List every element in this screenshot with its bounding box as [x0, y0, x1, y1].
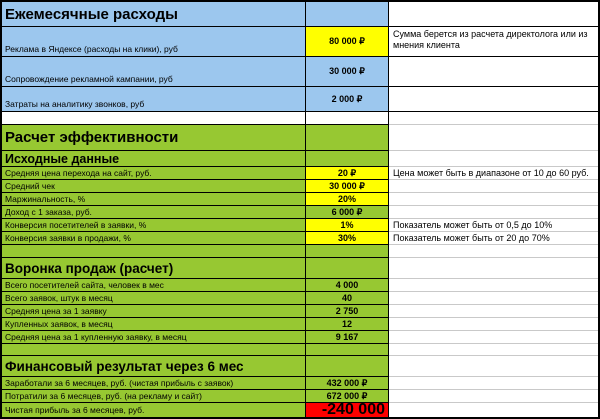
- input-note-cell[interactable]: Показатель может быть от 20 до 70%: [389, 232, 598, 245]
- input-note-cell[interactable]: Показатель может быть от 0,5 до 10%: [389, 219, 598, 232]
- empty-value-cell[interactable]: [306, 151, 389, 167]
- net-profit-value-cell[interactable]: -240 000: [306, 403, 389, 417]
- empty-note-cell[interactable]: [389, 318, 598, 331]
- empty-cell[interactable]: [389, 112, 598, 125]
- expense-label-cell[interactable]: Реклама в Яндексе (расходы на клики), руб: [2, 27, 306, 57]
- input-label-cell[interactable]: Средний чек: [2, 180, 306, 193]
- funnel-subsection-title[interactable]: Воронка продаж (расчет): [2, 258, 306, 279]
- expense-row-campaign-support: [2, 57, 598, 87]
- input-row-visitor-conversion: [2, 219, 598, 232]
- input-label-cell[interactable]: Маржинальность, %: [2, 193, 306, 206]
- empty-note-cell[interactable]: [389, 356, 598, 377]
- input-row-margin: [2, 193, 598, 206]
- empty-value-cell[interactable]: [306, 356, 389, 377]
- expense-value-cell[interactable]: 30 000 ₽: [306, 57, 389, 87]
- expense-label-cell[interactable]: Сопровождение рекламной кампании, руб: [2, 57, 306, 87]
- empty-note-cell[interactable]: [389, 331, 598, 344]
- result-row-earned: [2, 377, 598, 390]
- input-value-cell[interactable]: 30%: [306, 232, 389, 245]
- empty-note-cell[interactable]: [389, 403, 598, 417]
- input-label-cell[interactable]: Конверсия посетителей в заявки, %: [2, 219, 306, 232]
- result-value-cell[interactable]: 432 000 ₽: [306, 377, 389, 390]
- funnel-row-total-visitors: [2, 279, 598, 292]
- funnel-row-purchased-leads: [2, 318, 598, 331]
- result-label-cell[interactable]: Заработали за 6 месяцев, руб. (чистая прибыль с заявок): [2, 377, 306, 390]
- result-label-cell[interactable]: Потратили за 6 месяцев, руб. (на рекламу и сайт): [2, 390, 306, 403]
- result-row-spent: [2, 390, 598, 403]
- empty-cell[interactable]: [306, 112, 389, 125]
- empty-cell[interactable]: [306, 344, 389, 356]
- funnel-value-cell[interactable]: 2 750: [306, 305, 389, 318]
- funnel-row-total-leads: [2, 292, 598, 305]
- funnel-label-cell[interactable]: Всего посетителей сайта, человек в мес: [2, 279, 306, 292]
- input-value-cell[interactable]: 20%: [306, 193, 389, 206]
- empty-note-cell[interactable]: [389, 390, 598, 403]
- result-header-row: [2, 356, 598, 377]
- empty-note-cell[interactable]: [389, 377, 598, 390]
- funnel-value-cell[interactable]: 12: [306, 318, 389, 331]
- input-row-avg-check: [2, 180, 598, 193]
- empty-cell[interactable]: [2, 344, 306, 356]
- input-value-cell[interactable]: 6 000 ₽: [306, 206, 389, 219]
- funnel-header-row: [2, 258, 598, 279]
- funnel-label-cell[interactable]: Всего заявок, штук в месяц: [2, 292, 306, 305]
- inputs-subheader-row: [2, 151, 598, 167]
- spacer-row: [2, 245, 598, 258]
- net-profit-label-cell[interactable]: Чистая прибыль за 6 месяцев, руб.: [2, 403, 306, 417]
- empty-cell[interactable]: [389, 344, 598, 356]
- input-value-cell[interactable]: 30 000 ₽: [306, 180, 389, 193]
- funnel-label-cell[interactable]: Средняя цена за 1 заявку: [2, 305, 306, 318]
- expense-label-cell[interactable]: Затраты на аналитику звонков, руб: [2, 87, 306, 112]
- empty-note-cell[interactable]: [389, 125, 598, 151]
- expense-note-cell[interactable]: [389, 57, 598, 87]
- empty-note-cell[interactable]: [389, 279, 598, 292]
- input-note-cell[interactable]: [389, 193, 598, 206]
- empty-note-cell[interactable]: [389, 151, 598, 167]
- expense-value-cell[interactable]: 80 000 ₽: [306, 27, 389, 57]
- input-label-cell[interactable]: Доход с 1 заказа, руб.: [2, 206, 306, 219]
- result-value-cell[interactable]: 672 000 ₽: [306, 390, 389, 403]
- result-subsection-title[interactable]: Финансовый результат через 6 мес: [2, 356, 306, 377]
- funnel-row-cost-per-lead: [2, 305, 598, 318]
- input-note-cell[interactable]: [389, 180, 598, 193]
- input-row-click-price: [2, 167, 598, 180]
- empty-note-cell[interactable]: [389, 292, 598, 305]
- expenses-section-title[interactable]: Ежемесячные расходы: [2, 2, 306, 27]
- efficiency-header-row: [2, 125, 598, 151]
- efficiency-section-title[interactable]: Расчет эффективности: [2, 125, 306, 151]
- result-row-net-profit: [2, 403, 598, 417]
- empty-note-cell[interactable]: [389, 305, 598, 318]
- empty-cell[interactable]: [2, 112, 306, 125]
- input-value-cell[interactable]: 1%: [306, 219, 389, 232]
- funnel-label-cell[interactable]: Средняя цена за 1 купленную заявку, в месяц: [2, 331, 306, 344]
- empty-note-cell[interactable]: [389, 258, 598, 279]
- spacer-row: [2, 112, 598, 125]
- empty-value-cell[interactable]: [306, 2, 389, 27]
- expense-value-cell[interactable]: 2 000 ₽: [306, 87, 389, 112]
- expense-row-yandex-ads: [2, 27, 598, 57]
- funnel-value-cell[interactable]: 40: [306, 292, 389, 305]
- input-label-cell[interactable]: Конверсия заявки в продажи, %: [2, 232, 306, 245]
- empty-note-cell[interactable]: [389, 2, 598, 27]
- inputs-subsection-title[interactable]: Исходные данные: [2, 151, 306, 167]
- input-value-cell[interactable]: 20 ₽: [306, 167, 389, 180]
- funnel-label-cell[interactable]: Купленных заявок, в месяц: [2, 318, 306, 331]
- funnel-value-cell[interactable]: 9 167: [306, 331, 389, 344]
- input-row-sale-conversion: [2, 232, 598, 245]
- input-note-cell[interactable]: [389, 206, 598, 219]
- empty-value-cell[interactable]: [306, 258, 389, 279]
- empty-cell[interactable]: [389, 245, 598, 258]
- input-row-income-per-order: [2, 206, 598, 219]
- empty-cell[interactable]: [2, 245, 306, 258]
- input-note-cell[interactable]: Цена может быть в диапазоне от 10 до 60 руб.: [389, 167, 598, 180]
- expense-note-cell[interactable]: Сумма берется из расчета директолога или из мнения клиента: [389, 27, 598, 57]
- input-label-cell[interactable]: Средняя цена перехода на сайт, руб.: [2, 167, 306, 180]
- empty-cell[interactable]: [306, 245, 389, 258]
- spacer-row: [2, 344, 598, 356]
- funnel-value-cell[interactable]: 4 000: [306, 279, 389, 292]
- funnel-row-cost-per-purchase: [2, 331, 598, 344]
- expense-note-cell[interactable]: [389, 87, 598, 112]
- expenses-header-row: [2, 2, 598, 27]
- expense-row-call-analytics: [2, 87, 598, 112]
- empty-value-cell[interactable]: [306, 125, 389, 151]
